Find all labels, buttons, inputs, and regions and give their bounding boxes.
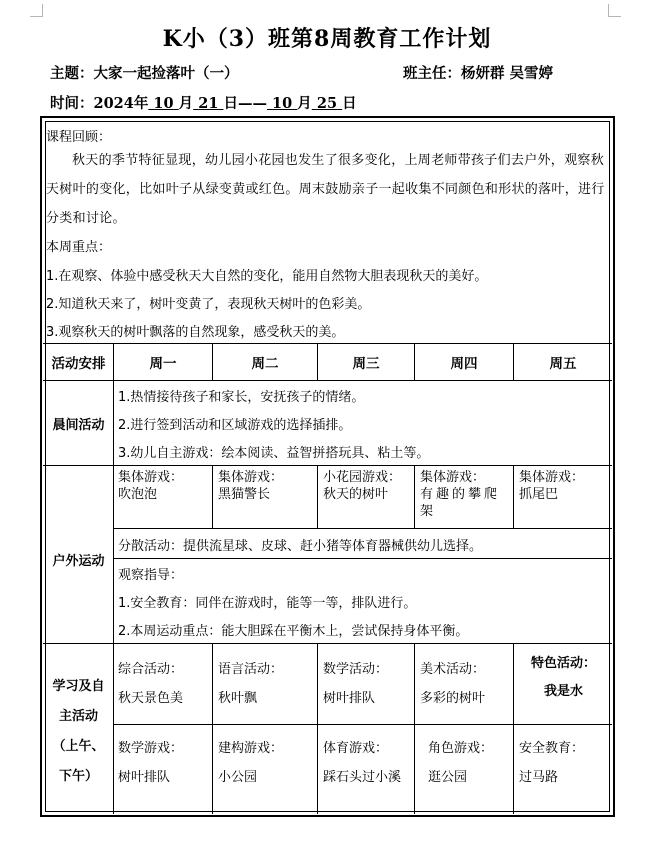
grid-line-v4-outdoor: [513, 465, 514, 528]
grid-line-v2-outdoor: [317, 465, 318, 528]
focus-label: 本周重点：: [46, 240, 112, 255]
grid-line-h3: [43, 465, 612, 466]
teacher-label: 班主任：: [403, 65, 461, 82]
grid-line-v3-study: [414, 643, 415, 814]
header-thursday: 周四: [450, 356, 478, 372]
grid-line-v2-study: [317, 643, 318, 814]
header-tuesday: 周二: [251, 356, 279, 372]
grid-line-v3-outdoor: [414, 465, 415, 528]
header-activity-schedule: 活动安排: [51, 356, 106, 372]
study-row2-tue: 建构游戏： 小公园: [218, 741, 284, 785]
outdoor-guide-1: 1.安全教育：同伴在游戏时，能等一等，排队进行。: [118, 596, 417, 611]
teacher-value: 杨妍群 吴雪婷: [461, 65, 554, 82]
morning-item-3: 3.幼儿自主游戏：绘本阅读、益智拼搭玩具、粘土等。: [118, 446, 430, 461]
morning-item-1: 1.热情接待孩子和家长，安抚孩子的情绪。: [118, 390, 365, 405]
time-day-separator: 日——: [223, 95, 267, 112]
page-corner-mark-left: [30, 4, 43, 17]
time-day-end: 25: [316, 95, 338, 112]
outdoor-game-mon: 集体游戏： 吹泡泡: [118, 470, 184, 502]
study-row2-thu: 角色游戏： 逛公园: [428, 741, 494, 785]
time-month-unit: 月: [178, 95, 194, 112]
grid-line-h1: [43, 343, 612, 344]
study-row2-fri: 安全教育： 过马路: [519, 741, 585, 785]
grid-line-v1-outdoor: [212, 465, 213, 528]
focus-item-1: 1.在观察、体验中感受秋天大自然的变化，能用自然物大胆表现秋天的美好。: [46, 269, 488, 284]
outdoor-guide-label: 观察指导：: [118, 568, 184, 583]
grid-line-h2: [43, 380, 612, 381]
grid-line-h7: [114, 724, 612, 725]
morning-item-2: 2.进行签到活动和区域游戏的选择插排。: [118, 418, 352, 433]
outdoor-game-wed: 小花园游戏： 秋天的树叶: [323, 470, 402, 502]
time-year: 2024年: [93, 95, 149, 112]
study-label: 学习及自 主活动 （上午、 下午）: [52, 679, 105, 784]
theme-line: [50, 62, 239, 83]
grid-line-h5: [114, 558, 612, 559]
focus-item-2: 2.知道秋天来了，树叶变黄了，表现秋天树叶的色彩美。: [46, 297, 371, 312]
time-month-unit-2: 月: [297, 95, 312, 112]
time-month-start: 10: [153, 95, 174, 112]
outdoor-free-activity: 分散活动：提供流星球、皮球、赶小猪等体育器械供幼儿选择。: [118, 539, 483, 554]
study-row1-thu: 美术活动： 多彩的树叶: [420, 662, 486, 706]
grid-line-v1-study: [212, 643, 213, 814]
page-corner-mark-right: [608, 4, 621, 17]
teacher-line: [403, 62, 553, 83]
outdoor-game-tue: 集体游戏： 黑猫警长: [218, 470, 284, 502]
outdoor-guide-2: 2.本周运动重点：能大胆踩在平衡木上，尝试保持身体平衡。: [118, 624, 469, 639]
review-text: 秋天的季节特征显现，幼儿园小花园也发生了很多变化，上周老师带孩子们去户外，观察秋天树叶的变化，比如叶子从绿变黄或红色。周末鼓励亲子一起收集不同颜色和形状的落叶，进行分类和讨论。: [46, 153, 605, 226]
time-month-end: 10: [272, 95, 293, 112]
header-friday: 周五: [549, 356, 577, 372]
grid-line-v-label: [113, 343, 114, 814]
study-row2-wed: 体育游戏： 踩石头过小溪: [323, 741, 402, 785]
time-day-start: 21: [198, 95, 219, 112]
study-row1-tue: 语言活动： 秋叶飘: [218, 662, 284, 706]
header-wednesday: 周三: [352, 356, 380, 372]
theme-value: 大家一起捡落叶（一）: [93, 65, 239, 82]
grid-line-v4-study: [513, 643, 514, 814]
theme-label: 主题：: [50, 65, 94, 82]
document-title: K小（3）班第8周教育工作计划: [162, 26, 492, 52]
time-line: [50, 92, 357, 113]
study-row2-mon: 数学游戏： 树叶排队: [118, 741, 184, 785]
time-day-unit: 日: [342, 95, 357, 112]
study-row1-wed: 数学活动： 树叶排队: [323, 662, 389, 706]
outdoor-label: 户外运动: [52, 554, 105, 569]
time-label: 时间：: [50, 95, 94, 112]
grid-line-h6: [43, 643, 612, 644]
grid-line-h4: [114, 528, 612, 529]
header-monday: 周一: [149, 356, 177, 372]
focus-item-3: 3.观察秋天的树叶飘落的自然现象，感受秋天的美。: [46, 325, 345, 340]
morning-label: 晨间活动: [52, 418, 105, 433]
study-row1-mon: 综合活动： 秋天景色美: [118, 662, 184, 706]
review-label: 课程回顾：: [46, 130, 112, 145]
outdoor-game-fri: 集体游戏： 抓尾巴: [519, 470, 585, 502]
outdoor-game-thu: 集体游戏： 有趣的攀爬架: [420, 470, 501, 519]
study-row1-fri: 特色活动： 我是水: [530, 656, 596, 699]
